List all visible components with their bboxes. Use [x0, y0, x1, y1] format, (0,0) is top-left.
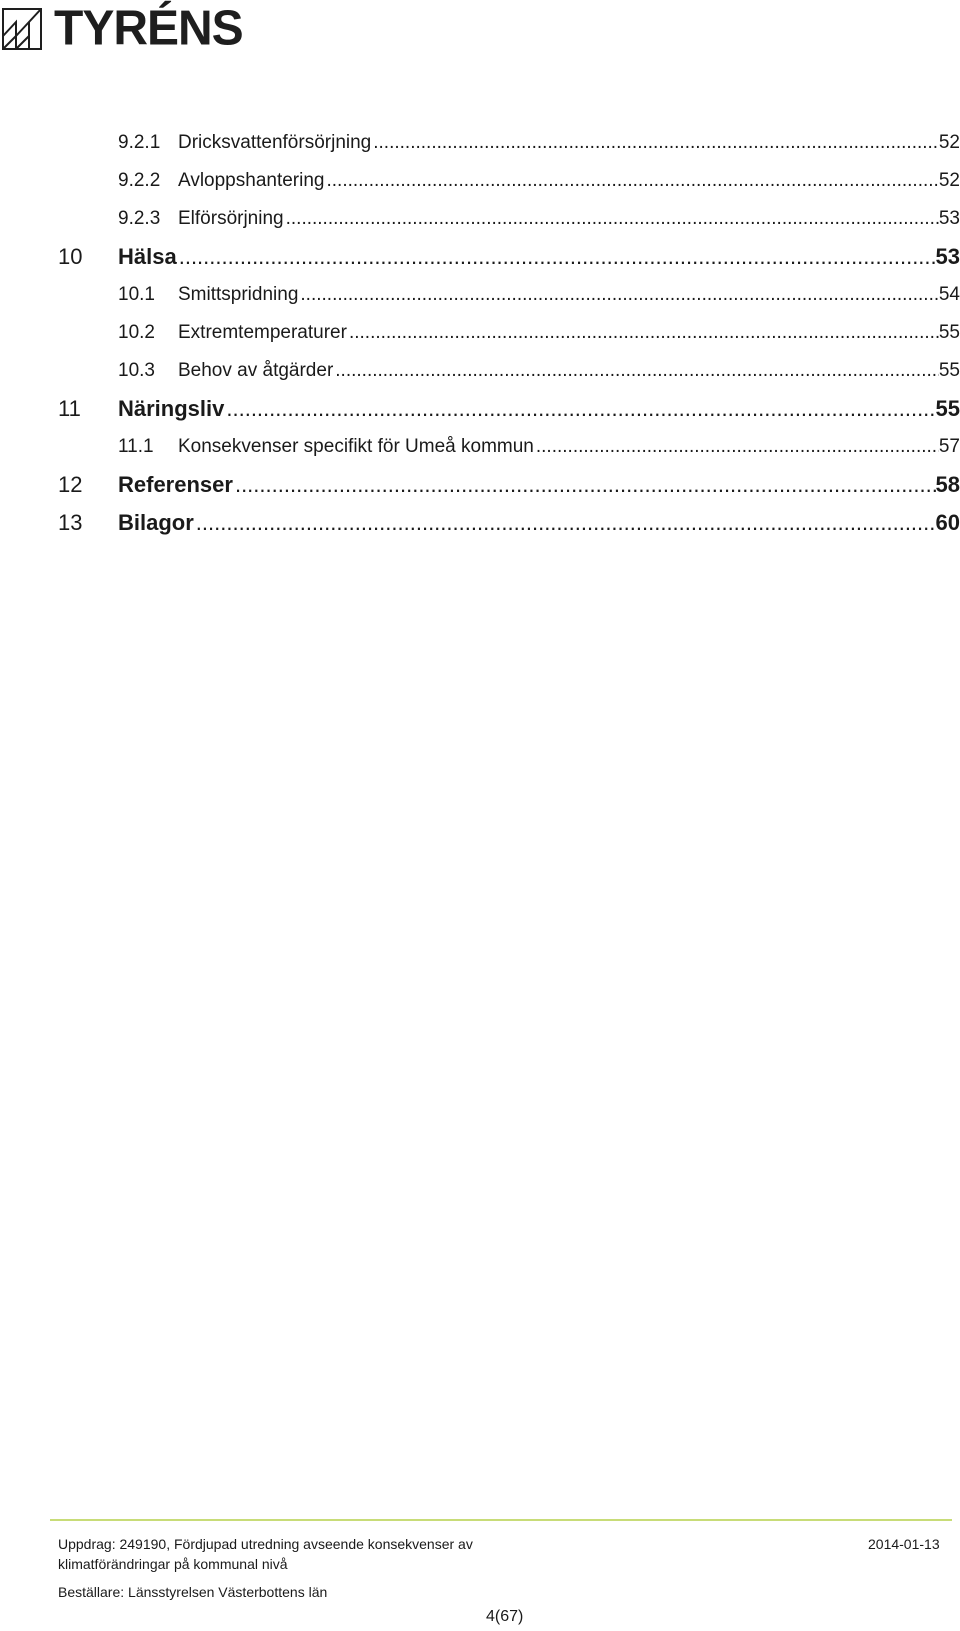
- toc-entry-number: 9.2.1: [118, 132, 161, 153]
- toc-entry-body: [178, 124, 960, 162]
- toc-entry[interactable]: [58, 428, 960, 466]
- toc-entry-page: 53: [938, 208, 960, 229]
- page-number: 4(67): [486, 1608, 524, 1625]
- toc-entry-body: [118, 238, 960, 276]
- toc-entry[interactable]: [58, 466, 960, 504]
- toc-entry-number: 9.2.2: [118, 170, 161, 191]
- toc-entry-page: 52: [938, 132, 960, 153]
- footer-divider: [50, 1519, 952, 1521]
- toc-entry-number: 13: [58, 510, 83, 535]
- toc-entry-title: Extremtemperaturer: [178, 322, 347, 343]
- toc-entry-number: 10.3: [118, 360, 155, 381]
- toc-entry-title: Dricksvattenförsörjning: [178, 132, 372, 153]
- footer-assignment-line2: klimatförändringar på kommunal nivå: [58, 1556, 288, 1572]
- toc-entry-title: Referenser: [118, 472, 233, 497]
- toc-entry[interactable]: [58, 390, 960, 428]
- toc-entry-page: 58: [935, 472, 960, 497]
- toc-leader-dots: [324, 162, 938, 200]
- tyrens-logo-icon: [2, 8, 42, 50]
- toc-entry-title: Hälsa: [118, 244, 177, 269]
- toc-entry[interactable]: [58, 314, 960, 352]
- toc-entry-body: [118, 504, 960, 542]
- footer-assignment-line1: Uppdrag: 249190, Fördjupad utredning avseende konsekvenser av: [58, 1536, 473, 1552]
- toc-entry-title: Näringsliv: [118, 396, 225, 421]
- toc-entry-body: [178, 352, 960, 390]
- toc-entry-page: 52: [938, 170, 960, 191]
- toc-entry-page: 60: [935, 510, 960, 535]
- toc-entry-title: Elförsörjning: [178, 208, 284, 229]
- footer-date: 2014-01-13: [868, 1536, 940, 1552]
- toc-entry[interactable]: [58, 504, 960, 542]
- toc-entry-number: 9.2.3: [118, 208, 161, 229]
- toc-entry-body: [178, 162, 960, 200]
- toc-entry-body: [178, 314, 960, 352]
- toc-leader-dots: [284, 200, 939, 238]
- toc-entry-page: 54: [938, 284, 960, 305]
- toc-leader-dots: [233, 466, 936, 504]
- company-logo: [2, 1, 243, 56]
- toc-entry-body: [118, 390, 960, 428]
- toc-entry-number: 11: [58, 396, 81, 421]
- toc-entry[interactable]: [58, 238, 960, 276]
- toc-entry[interactable]: [58, 200, 960, 238]
- toc-entry-title: Smittspridning: [178, 284, 299, 305]
- toc-leader-dots: [224, 390, 935, 428]
- toc-entry-body: [118, 466, 960, 504]
- toc-entry[interactable]: [58, 352, 960, 390]
- toc-entry[interactable]: [58, 162, 960, 200]
- toc-leader-dots: [333, 352, 939, 390]
- toc-entry-page: 55: [938, 360, 960, 381]
- logo-wordmark: TYRÉNS: [54, 1, 243, 56]
- toc-entry-page: 57: [938, 436, 960, 457]
- toc-entry-body: [178, 428, 960, 466]
- toc-entry[interactable]: [58, 276, 960, 314]
- toc-entry-title: Bilagor: [118, 510, 194, 535]
- toc-entry-page: 55: [938, 322, 960, 343]
- toc-entry-number: 11.1: [118, 436, 154, 457]
- toc-entry-title: Konsekvenser specifikt för Umeå kommun: [178, 436, 534, 457]
- toc-leader-dots: [534, 428, 939, 466]
- toc-entry[interactable]: [58, 124, 960, 162]
- toc-entry-body: [178, 276, 960, 314]
- toc-entry-title: Behov av åtgärder: [178, 360, 334, 381]
- toc-entry-page: 53: [935, 244, 960, 269]
- toc-entry-page: 55: [935, 396, 960, 421]
- toc-leader-dots: [347, 314, 939, 352]
- table-of-contents: [58, 124, 960, 542]
- toc-leader-dots: [194, 504, 936, 542]
- toc-entry-number: 10.1: [118, 284, 155, 305]
- toc-leader-dots: [177, 238, 936, 276]
- toc-entry-number: 12: [58, 472, 83, 497]
- toc-entry-number: 10.2: [118, 322, 155, 343]
- toc-entry-number: 10: [58, 244, 83, 269]
- toc-entry-body: [178, 200, 960, 238]
- footer-client: Beställare: Länsstyrelsen Västerbottens län: [58, 1584, 328, 1600]
- toc-leader-dots: [298, 276, 938, 314]
- toc-entry-title: Avloppshantering: [178, 170, 325, 191]
- toc-leader-dots: [371, 124, 939, 162]
